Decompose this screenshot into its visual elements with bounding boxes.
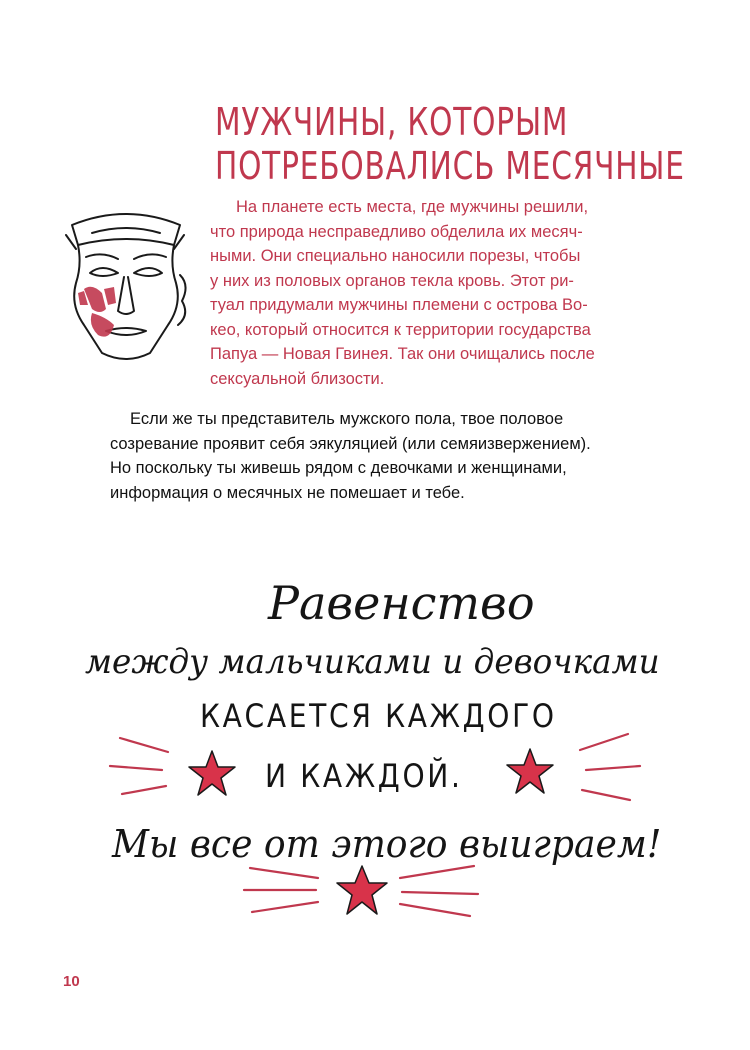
red-paragraph-line: Папуа — Новая Гвинея. Так они очищались после [210, 345, 595, 363]
red-paragraph-line: сексуальной близости. [210, 369, 385, 388]
red-paragraph-line: у них из половых органов текла кровь. Этот ри- [210, 271, 574, 290]
star-icon [337, 866, 387, 914]
heading-line-2: ПОТРЕБОВАЛИСЬ МЕСЯЧНЫЕ [215, 144, 685, 188]
red-paragraph [210, 195, 660, 391]
tribal-mask-illustration [62, 205, 190, 365]
handwritten-line-4: И КАЖДОЙ. [265, 757, 463, 795]
handwritten-line-3: КАСАЕТСЯ КАЖДОГО [200, 697, 557, 735]
red-paragraph-line: ными. Они специально наносили порезы, чтобы [210, 247, 581, 265]
star-icon [507, 749, 553, 793]
red-paragraph-line: На планете есть места, где мужчины решили, [236, 198, 589, 216]
body-paragraph-line: созревание проявит себя эякуляцией (или семяизвержением). [110, 434, 591, 453]
handwritten-line-2: между мальчиками и девочками [85, 642, 660, 682]
body-paragraph-line: Но поскольку ты живешь рядом с девочками и женщинами, [110, 459, 567, 477]
page-number: 10 [63, 973, 80, 990]
red-paragraph-line: туал придумали мужчины племени с острова Во- [210, 296, 588, 314]
red-paragraph-line: что природа несправедливо обделила их месяч- [210, 222, 583, 241]
star-icon [189, 751, 235, 795]
handwritten-line-5: Мы все от этого выиграем! [112, 822, 662, 866]
body-paragraph-line: Если же ты представитель мужского пола, твое половое [130, 410, 564, 428]
body-paragraph-line: информация о месячных не помешает и тебе. [110, 483, 465, 502]
red-paragraph-line: кео, который относится к территории государства [210, 320, 591, 339]
body-paragraph [110, 407, 670, 505]
handwritten-line-1: Равенство [268, 576, 535, 630]
heading-line-1: МУЖЧИНЫ, КОТОРЫМ [215, 100, 569, 144]
